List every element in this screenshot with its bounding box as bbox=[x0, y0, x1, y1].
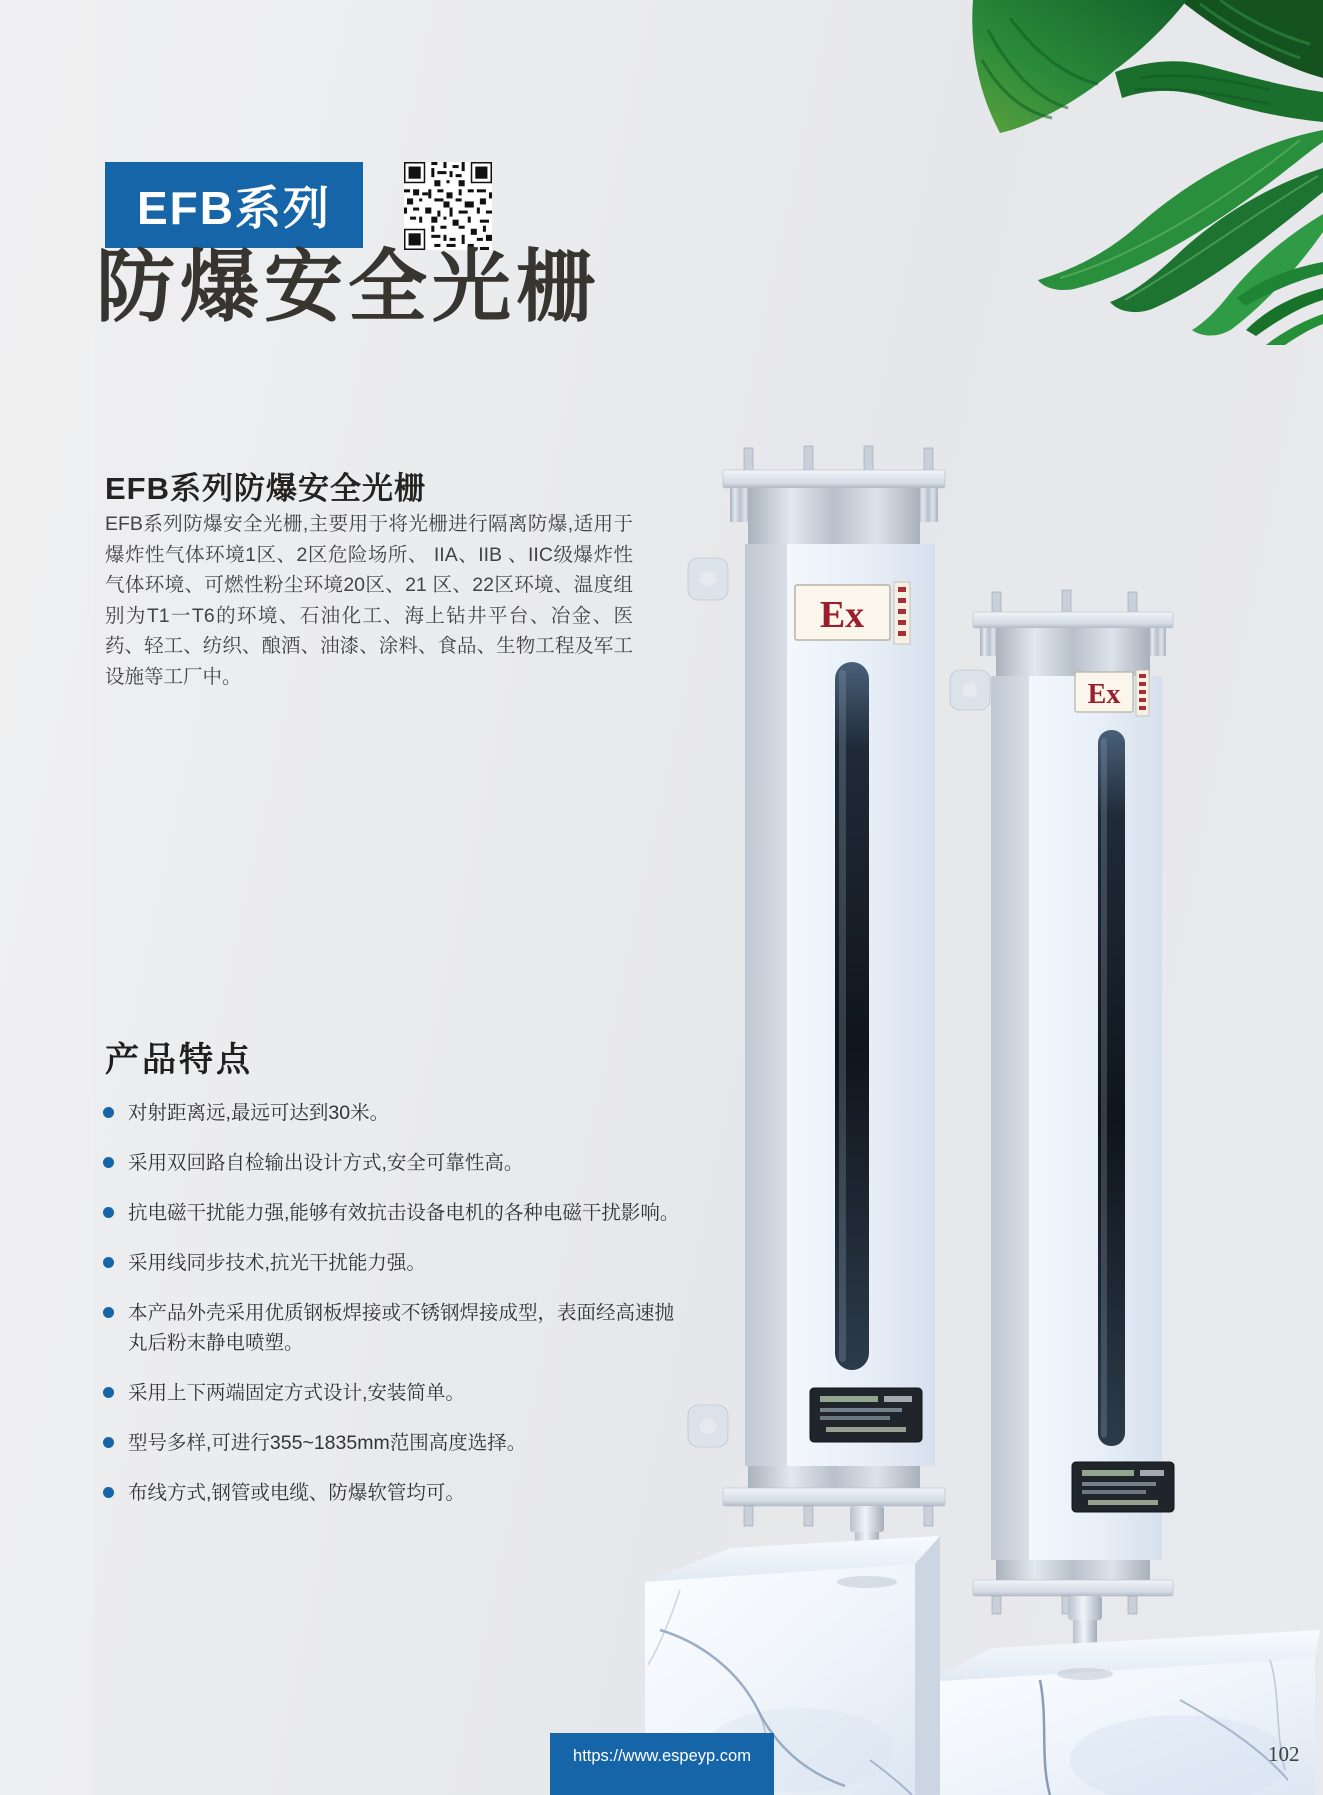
feature-item bbox=[103, 1248, 681, 1278]
footer-url-bar[interactable] bbox=[550, 1733, 774, 1795]
feature-text: 抗电磁干扰能力强,能够有效抗击设备电机的各种电磁干扰影响。 bbox=[128, 1202, 680, 1224]
bullet-dot-icon bbox=[103, 1107, 114, 1118]
features-heading: 产品特点 bbox=[105, 1041, 253, 1079]
series-badge-label: EFB系列 bbox=[137, 182, 331, 234]
mounting-ear bbox=[688, 558, 728, 600]
feature-item bbox=[103, 1378, 681, 1408]
feature-item bbox=[103, 1478, 681, 1508]
qr-code-icon bbox=[404, 162, 492, 250]
intro-heading: EFB系列防爆安全光栅 bbox=[105, 471, 426, 506]
bullet-dot-icon bbox=[103, 1437, 114, 1448]
page-number: 102 bbox=[1268, 1742, 1300, 1766]
feature-text: 采用双回路自检输出设计方式,安全可靠性高。 bbox=[128, 1152, 524, 1174]
feature-text: 本产品外壳采用优质钢板焊接或不锈钢焊接成型，表面经高速抛丸后粉末静电喷塑。 bbox=[128, 1302, 675, 1354]
mounting-ear bbox=[688, 1405, 728, 1447]
feature-item bbox=[103, 1428, 681, 1458]
product-photo-light-curtains bbox=[620, 430, 1323, 1795]
left-light-curtain-tower bbox=[688, 446, 945, 1586]
svg-text:Ex: Ex bbox=[819, 594, 865, 636]
bullet-dot-icon bbox=[103, 1387, 114, 1398]
page-title: 防爆安全光栅 bbox=[96, 242, 600, 331]
mounting-ear bbox=[950, 670, 990, 710]
feature-item bbox=[103, 1148, 681, 1178]
feature-text: 对射距离远,最远可达到30米。 bbox=[128, 1102, 390, 1124]
spec-nameplate bbox=[1072, 1462, 1174, 1512]
feature-item bbox=[103, 1198, 681, 1228]
ex-certification-label bbox=[1075, 670, 1149, 716]
feature-item bbox=[103, 1098, 681, 1128]
feature-text: 采用上下两端固定方式设计,安装简单。 bbox=[128, 1382, 465, 1404]
bullet-dot-icon bbox=[103, 1157, 114, 1168]
feature-text: 布线方式,钢管或电缆、防爆软管均可。 bbox=[128, 1482, 465, 1504]
feature-text: 采用线同步技术,抗光干扰能力强。 bbox=[128, 1252, 426, 1274]
marble-pedestal-right bbox=[925, 1630, 1320, 1795]
series-badge bbox=[105, 162, 363, 248]
right-light-curtain-tower bbox=[950, 590, 1174, 1680]
bullet-dot-icon bbox=[103, 1307, 114, 1318]
footer-url[interactable]: https://www.espeyp.com bbox=[573, 1747, 751, 1765]
bullet-dot-icon bbox=[103, 1487, 114, 1498]
feature-item bbox=[103, 1298, 681, 1358]
spec-nameplate bbox=[810, 1388, 922, 1442]
tropical-leaves-decoration-icon bbox=[940, 0, 1323, 345]
bullet-dot-icon bbox=[103, 1257, 114, 1268]
feature-text: 型号多样,可进行355~1835mm范围高度选择。 bbox=[128, 1432, 527, 1454]
bullet-dot-icon bbox=[103, 1207, 114, 1218]
svg-text:Ex: Ex bbox=[1087, 679, 1121, 710]
intro-paragraph: EFB系列防爆安全光栅,主要用于将光栅进行隔离防爆,适用于爆炸性气体环境1区、2区危险场所、 IIA、IIB 、IIC级爆炸性气体环境、可燃性粉尘环境20区、21 区、22区环境、温度组别为T1一T6的环境、石油化工、海上钻井平台、冶金、医药、轻工、纺织、酿酒、油漆、涂料、食品、生物工程及军工设施等工厂中。 bbox=[105, 513, 633, 688]
features-list bbox=[103, 1098, 681, 1528]
